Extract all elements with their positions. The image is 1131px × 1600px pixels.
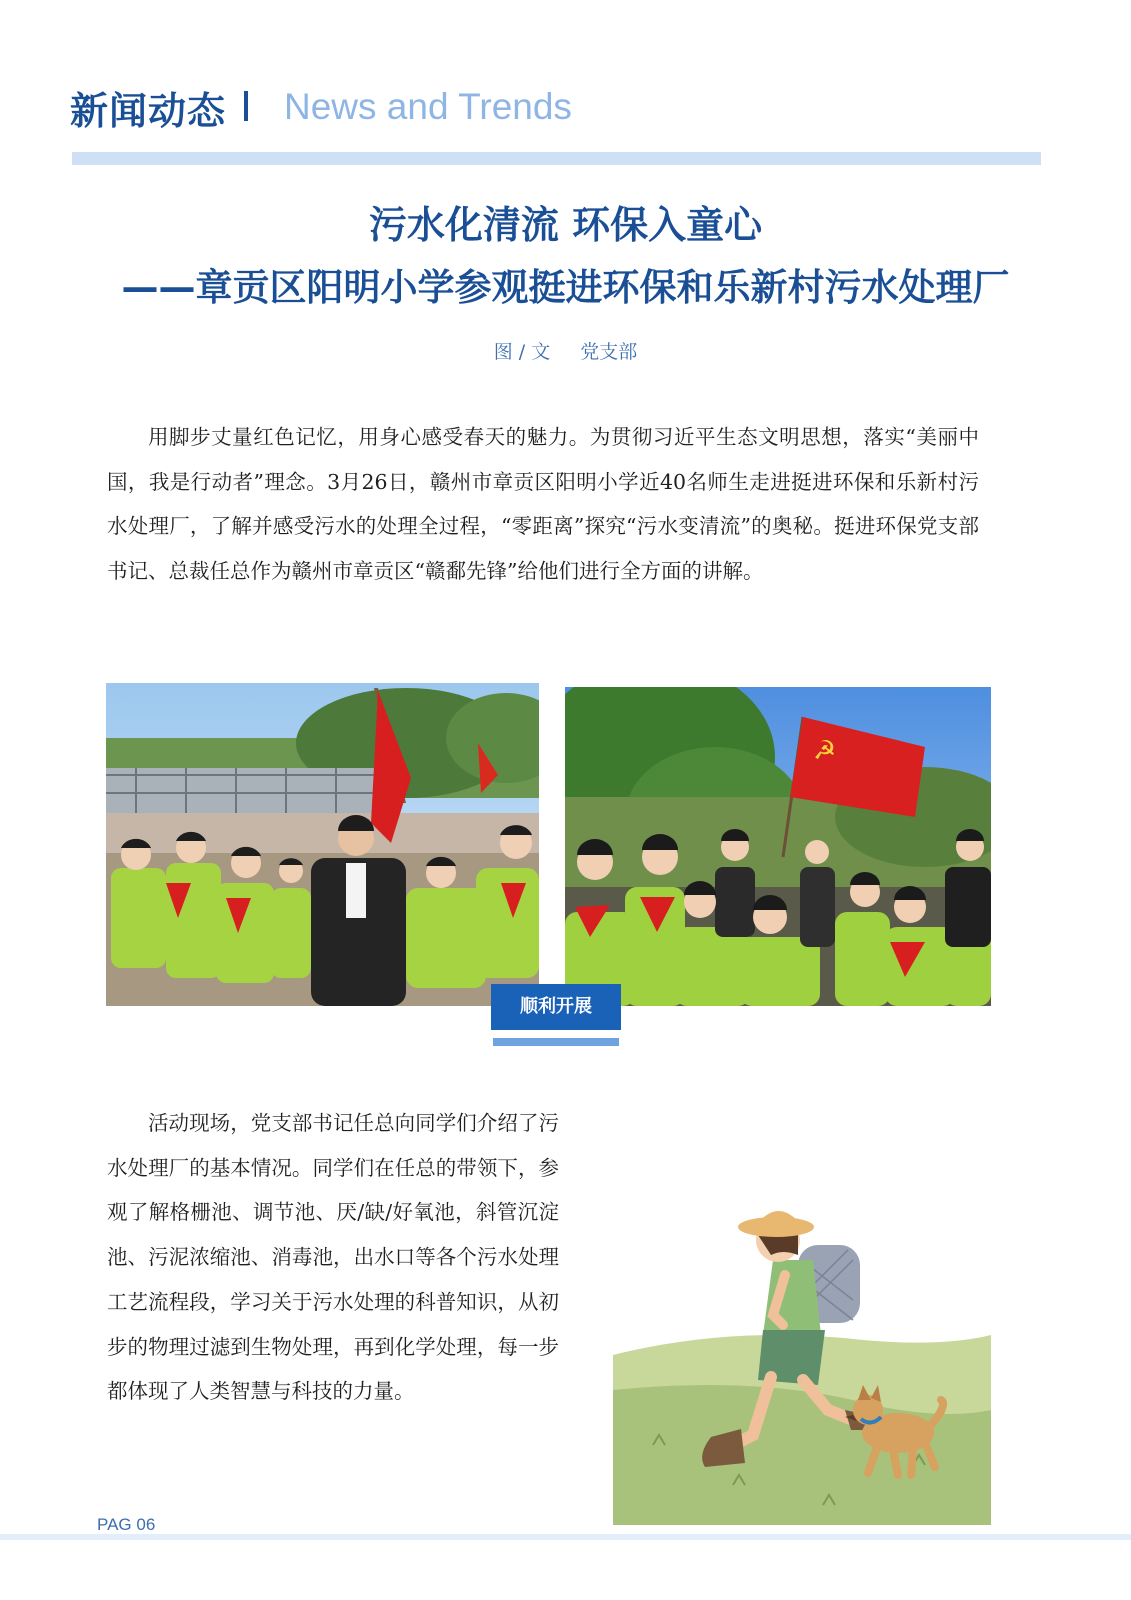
header-divider-bar <box>72 152 1041 165</box>
byline-label: 图 / 文 <box>493 341 551 363</box>
article-title: 污水化清流 环保入童心 <box>368 203 763 247</box>
paragraph-1-text: 用脚步丈量红色记忆，用身心感受春天的魅力。为贯彻习近平生态文明思想，落实“美丽中国，我是行动者”理念。3月26日，赣州市章贡区阳明小学近40名师生走进挺进环保和乐新村污水处理厂，了解并感受污水的处理全过程，“零距离”探究“污水变清流”的奥秘。挺进环保党支部书记、总裁任总作为赣州市章贡区“赣鄱先锋”给他们进行全方面的讲解。 <box>107 425 979 584</box>
article-paragraph-2 <box>107 1101 559 1414</box>
event-photo-1 <box>106 683 539 1006</box>
hiker-illustration <box>613 1205 991 1525</box>
page-number: PAG 06 <box>97 1515 156 1534</box>
header-separator <box>244 91 248 121</box>
section-title-en: News and Trends <box>284 86 572 127</box>
paragraph-2-text: 活动现场，党支部书记任总向同学们介绍了污水处理厂的基本情况。同学们在任总的带领下，参观了解格栅池、调节池、厌/缺/好氧池，斜管沉淀池、污泥浓缩池、消毒池，出水口等各个污水处理工艺流程段，学习关于污水处理的科普知识，从初步的物理过滤到生物处理，再到化学处理，每一步都体现了人类智慧与科技的力量。 <box>107 1111 559 1404</box>
footer-bar <box>0 1534 1131 1540</box>
caption-underline <box>493 1038 619 1046</box>
party-emblem: ☭ <box>813 736 837 766</box>
article-subtitle: ——章贡区阳明小学参观挺进环保和乐新村污水处理厂 <box>121 266 1010 309</box>
article-paragraph-1 <box>107 415 979 594</box>
hiker-illustration-image <box>613 1205 991 1525</box>
byline <box>0 337 1131 364</box>
section-title-cn: 新闻动态 <box>70 89 227 133</box>
event-photo-2-image <box>565 687 991 1006</box>
byline-author: 党支部 <box>580 341 638 363</box>
event-photo-2 <box>565 687 991 1006</box>
event-photo-1-image <box>106 683 539 1006</box>
photo-caption-badge: 顺利开展 <box>491 984 621 1030</box>
